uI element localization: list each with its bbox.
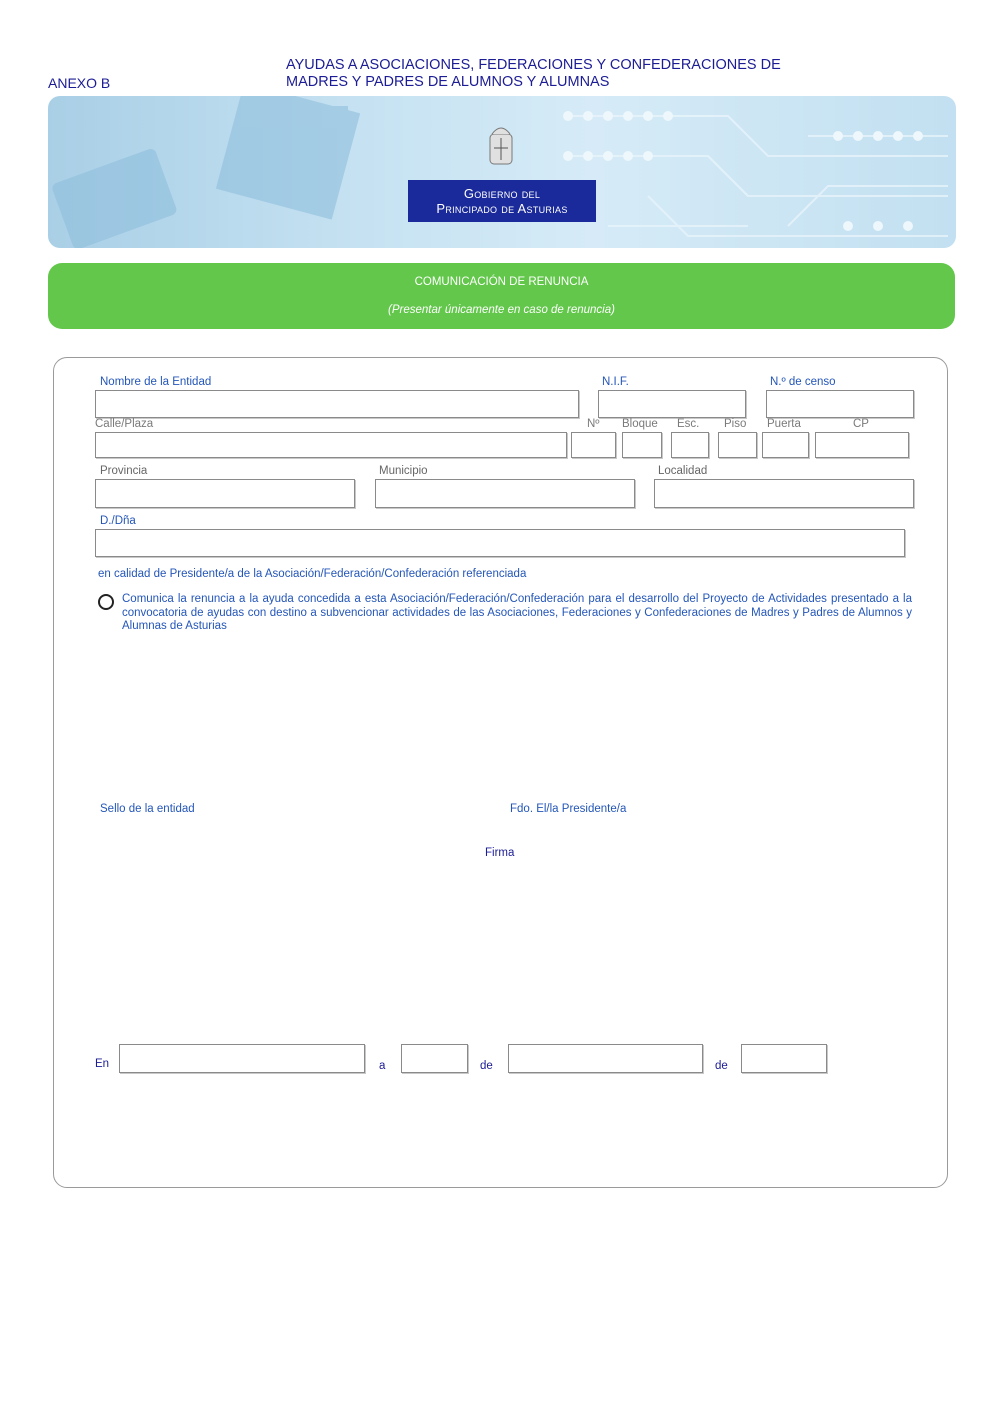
- bloque-input[interactable]: [622, 432, 662, 458]
- firma-label: Firma: [485, 847, 515, 859]
- government-logo: [408, 180, 596, 222]
- anio-input[interactable]: [741, 1044, 827, 1073]
- sello-label: Sello de la entidad: [100, 803, 195, 815]
- de-label: de: [480, 1060, 493, 1072]
- nif-input[interactable]: [598, 390, 746, 418]
- section-header: [48, 263, 955, 329]
- logo-text: Gobierno del: [463, 186, 541, 201]
- lugar-input[interactable]: [119, 1044, 365, 1073]
- municipio-input[interactable]: [375, 479, 635, 508]
- bloque-label: Bloque: [622, 418, 658, 430]
- entidad-label: Nombre de la Entidad: [100, 376, 212, 388]
- puerta-label: Puerta: [767, 418, 801, 430]
- piso-label: Piso: [724, 418, 747, 430]
- calle-label: Calle/Plaza: [95, 418, 154, 430]
- nif-label: N.I.F.: [602, 376, 629, 388]
- puerta-input[interactable]: [762, 432, 809, 458]
- provincia-label: Provincia: [100, 465, 148, 477]
- renuncia-text: Comunica la renuncia a la ayuda concedida a esta Asociación/Federación/Confederación para el desarrollo del Proyecto de Actividades presentado a la convocatoria de ayudas con destino a subvencionar actividades de las Asociaciones, Federaciones y Confederaciones de Madres y Padres de Alumnos y Alumnas de Asturias: [122, 593, 912, 632]
- municipio-label: Municipio: [379, 465, 428, 477]
- de-label: de: [715, 1060, 728, 1072]
- annex-label: ANEXO B: [48, 75, 111, 91]
- page-title: [286, 57, 781, 91]
- provincia-input[interactable]: [95, 479, 355, 508]
- localidad-label: Localidad: [658, 465, 708, 477]
- numero-label: Nº: [587, 418, 600, 430]
- header-banner: [48, 96, 956, 248]
- calle-input[interactable]: [95, 432, 567, 458]
- dona-label: D./Dña: [100, 515, 136, 527]
- fdo-label: Fdo. El/la Presidente/a: [510, 803, 627, 815]
- logo-text: Principado de Asturias: [436, 201, 568, 216]
- mes-input[interactable]: [508, 1044, 703, 1073]
- dia-input[interactable]: [401, 1044, 468, 1073]
- en-label: En: [95, 1058, 110, 1070]
- renuncia-radio[interactable]: [98, 594, 114, 610]
- section-subtitle: (Presentar únicamente en caso de renuncia): [388, 304, 615, 316]
- title-line: MADRES Y PADRES DE ALUMNOS Y ALUMNAS: [286, 74, 610, 90]
- circuit-decoration-icon: [48, 96, 956, 248]
- a-label: a: [379, 1060, 386, 1072]
- calidad-text: en calidad de Presidente/a de la Asociación/Federación/Confederación referenciada: [98, 568, 527, 580]
- localidad-input[interactable]: [654, 479, 914, 508]
- numero-input[interactable]: [571, 432, 616, 458]
- censo-label: N.º de censo: [770, 376, 836, 388]
- cp-label: CP: [853, 418, 869, 430]
- section-title: COMUNICACIÓN DE RENUNCIA: [414, 276, 589, 288]
- piso-input[interactable]: [718, 432, 757, 458]
- censo-input[interactable]: [766, 390, 914, 418]
- esc-input[interactable]: [671, 432, 709, 458]
- cp-input[interactable]: [815, 432, 909, 458]
- entidad-input[interactable]: [95, 390, 579, 418]
- dona-input[interactable]: [95, 529, 905, 557]
- title-line: AYUDAS A ASOCIACIONES, FEDERACIONES Y CONFEDERACIONES DE: [286, 57, 781, 73]
- esc-label: Esc.: [677, 418, 700, 430]
